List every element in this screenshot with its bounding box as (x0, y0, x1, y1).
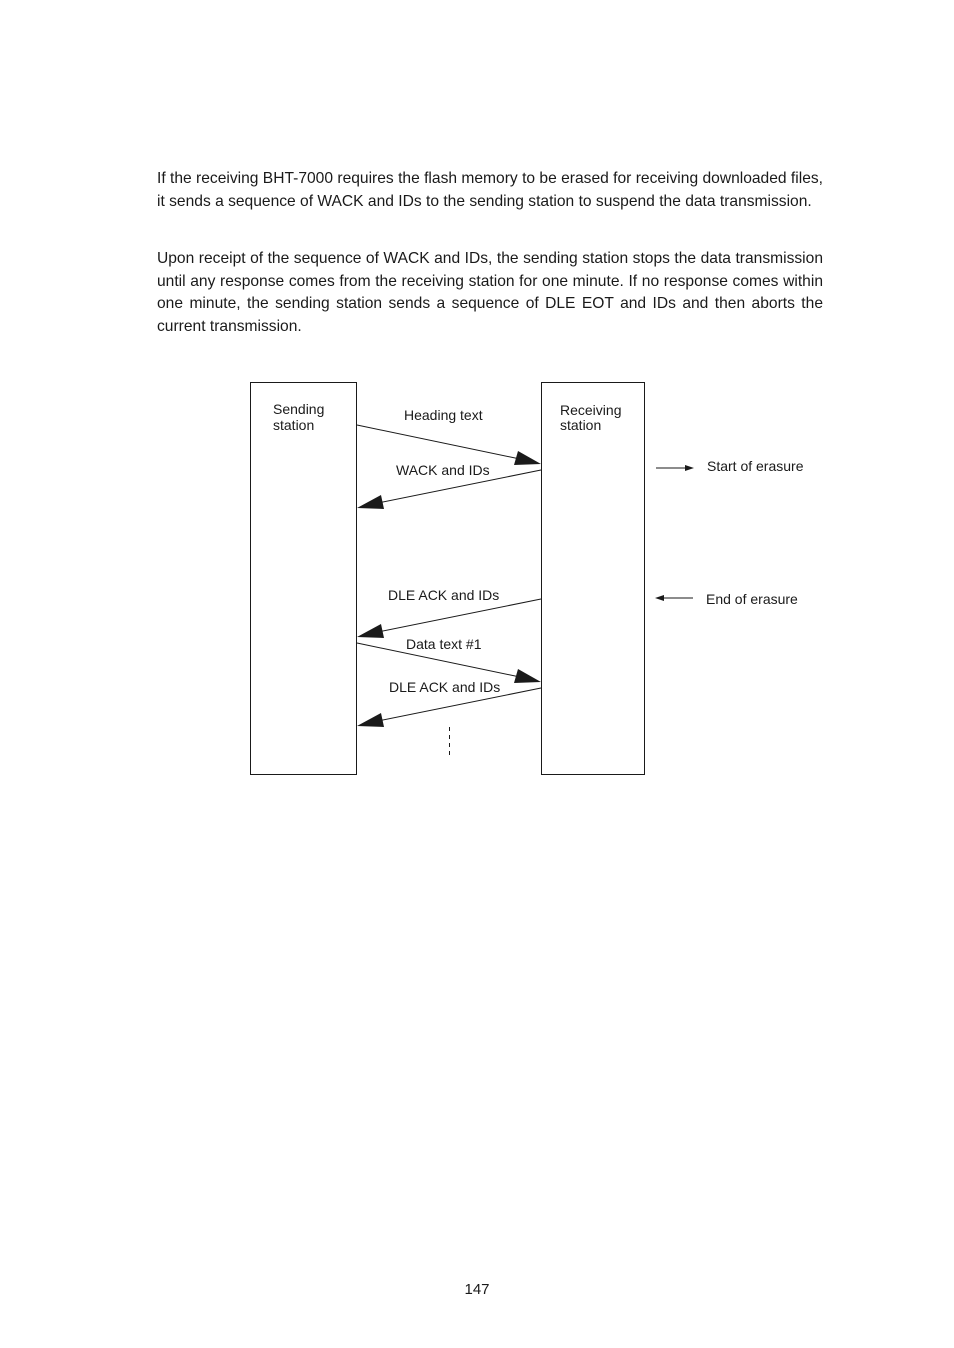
dle-ack-arrowhead-1 (357, 624, 384, 638)
receiving-station-label-line1: Receiving (560, 402, 622, 418)
sending-station-label-line2: station (273, 417, 315, 433)
paragraph-sending-station-behavior: Upon receipt of the sequence of WACK and IDs, the sending station stops the data transmission until any response comes from the receiving station for one minute. If no response comes within one minute, the sending station sends a sequence of DLE EOT and IDs and then aborts the current transmission. (157, 250, 823, 336)
start-erasure-arrowhead (685, 465, 694, 471)
sending-station-box (251, 383, 357, 775)
wack-label: WACK and IDs (396, 462, 490, 478)
receiving-station-label-line2: station (560, 417, 602, 433)
dle-ack-arrow-1 (378, 599, 541, 632)
page-number: 147 (464, 1281, 490, 1298)
end-of-erasure-label: End of erasure (706, 591, 798, 607)
dle-ack-arrowhead-2 (357, 713, 384, 727)
receiving-station-box (542, 383, 645, 775)
heading-text-label: Heading text (404, 407, 483, 423)
data-text-arrowhead (514, 669, 541, 683)
data-text-label: Data text #1 (406, 636, 482, 652)
heading-text-arrow (357, 425, 520, 459)
dle-ack-label-2: DLE ACK and IDs (389, 679, 501, 695)
end-erasure-arrowhead (655, 595, 664, 601)
heading-text-arrowhead (514, 451, 541, 465)
dle-ack-label-1: DLE ACK and IDs (388, 587, 500, 603)
sending-station-label-line1: Sending (273, 401, 325, 417)
paragraph-erase-request: If the receiving BHT-7000 requires the flash memory to be erased for receiving downloaded files, it sends a sequence of WACK and IDs to the sending station to suspend the data transmission. (157, 170, 823, 210)
wack-arrowhead (357, 495, 384, 509)
start-of-erasure-label: Start of erasure (707, 458, 804, 474)
